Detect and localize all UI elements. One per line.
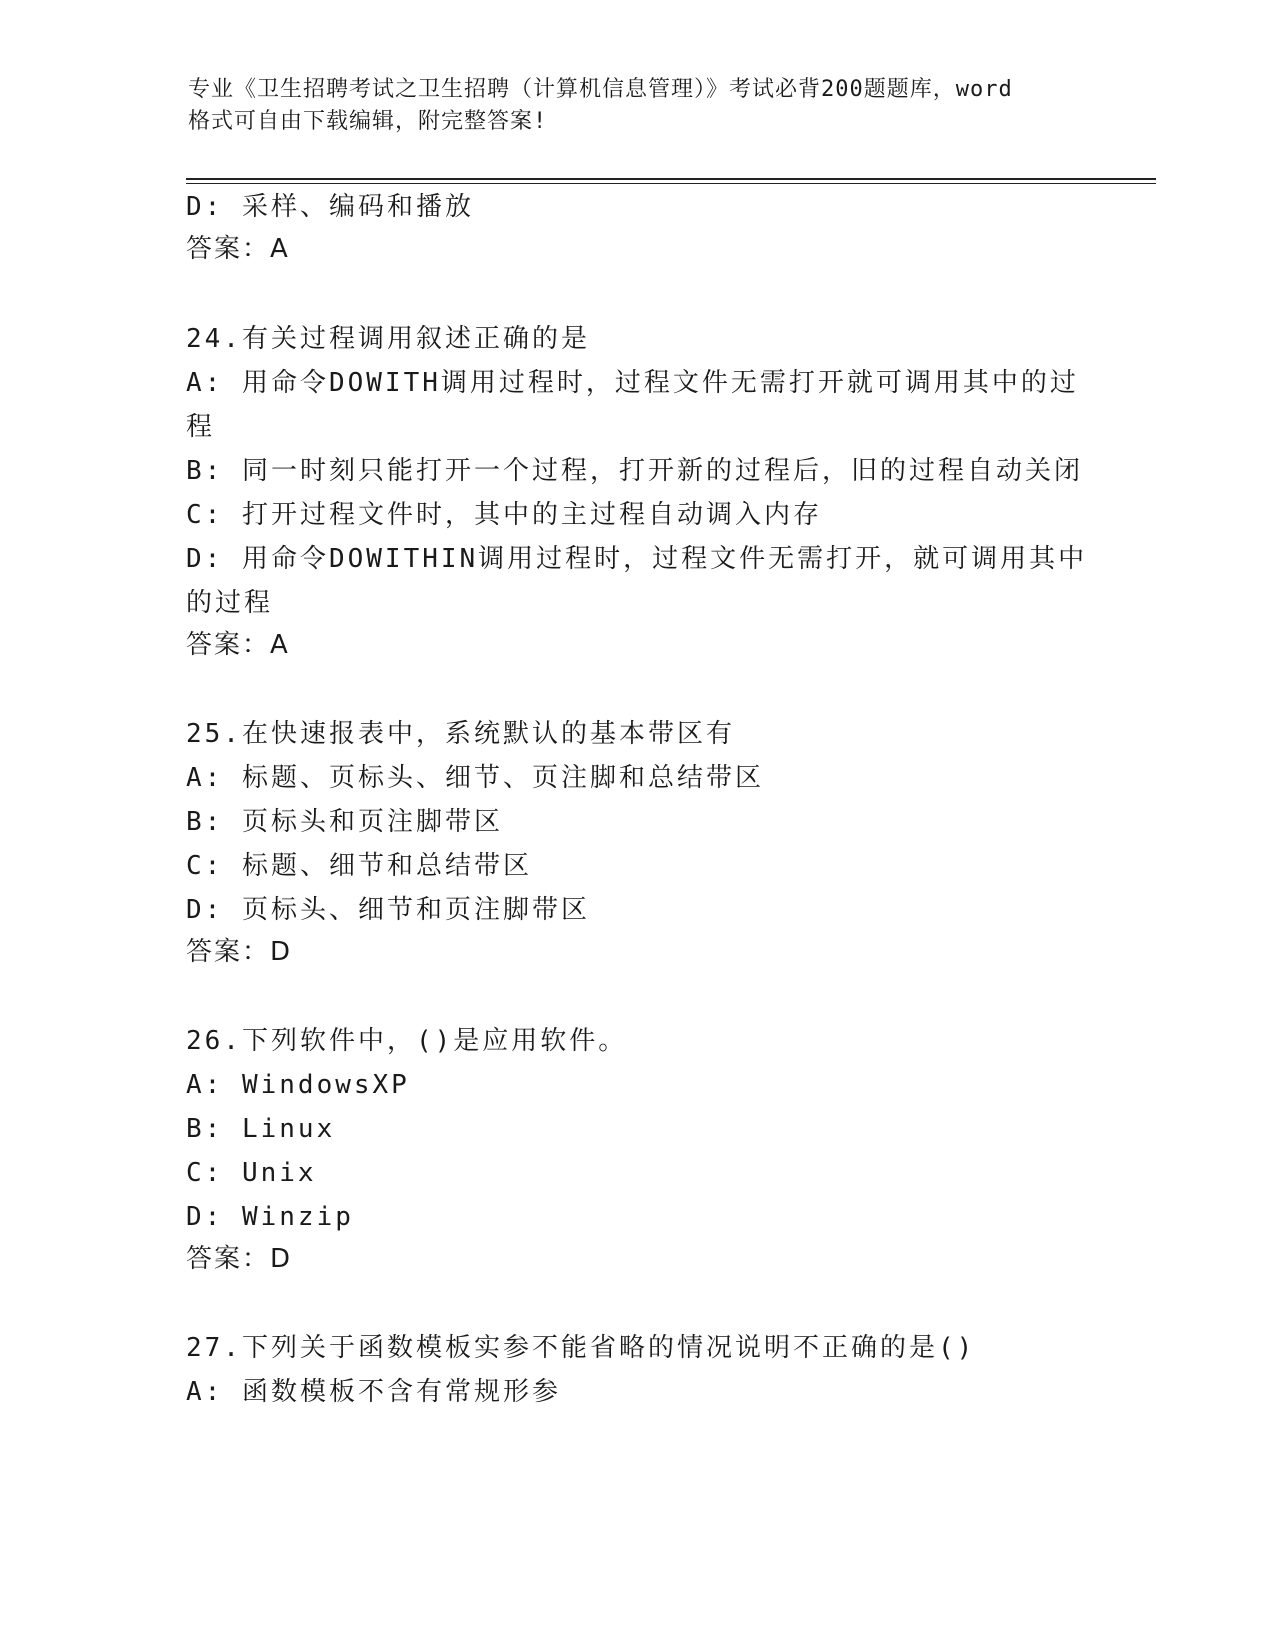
header-divider-thick <box>186 178 1156 180</box>
q24-answer: 答案：A <box>186 630 290 660</box>
q26-option-d: D: Winzip <box>186 1202 354 1232</box>
header-divider-thin <box>186 183 1156 184</box>
q25-option-c: C: 标题、细节和总结带区 <box>186 851 532 881</box>
q24-option-b: B: 同一时刻只能打开一个过程，打开新的过程后，旧的过程自动关闭 <box>186 456 1083 486</box>
q24-option-c: C: 打开过程文件时，其中的主过程自动调入内存 <box>186 500 822 530</box>
q27-stem: 27.下列关于函数模板实参不能省略的情况说明不正确的是() <box>186 1333 976 1363</box>
q24-option-d-line2: 的过程 <box>186 588 274 618</box>
q25-option-a: A: 标题、页标头、细节、页注脚和总结带区 <box>186 763 764 793</box>
q25-option-b: B: 页标头和页注脚带区 <box>186 807 503 837</box>
q24-stem: 24.有关过程调用叙述正确的是 <box>186 324 590 354</box>
q23-option-d: D: 采样、编码和播放 <box>186 192 474 222</box>
q23-answer: 答案：A <box>186 234 290 264</box>
q26-stem: 26.下列软件中，()是应用软件。 <box>186 1026 628 1056</box>
q26-option-a: A: WindowsXP <box>186 1070 410 1100</box>
q25-option-d: D: 页标头、细节和页注脚带区 <box>186 895 590 925</box>
q25-stem: 25.在快速报表中，系统默认的基本带区有 <box>186 719 735 749</box>
q25-answer: 答案：D <box>186 937 293 967</box>
q27-option-a: A: 函数模板不含有常规形参 <box>186 1377 561 1407</box>
q26-option-c: C: Unix <box>186 1158 317 1188</box>
header-line-2: 格式可自由下载编辑，附完整答案! <box>188 109 548 134</box>
document-header <box>188 74 1088 138</box>
header-line-1: 专业《卫生招聘考试之卫生招聘（计算机信息管理）》考试必背200题题库，word <box>188 77 1013 102</box>
q26-option-b: B: Linux <box>186 1114 336 1144</box>
q24-option-a-line2: 程 <box>186 412 216 442</box>
q26-answer: 答案：D <box>186 1244 293 1274</box>
q24-option-a-line1: A: 用命令DOWITH调用过程时，过程文件无需打开就可调用其中的过 <box>186 368 1079 398</box>
q24-option-d-line1: D: 用命令DOWITHIN调用过程时，过程文件无需打开，就可调用其中 <box>186 544 1088 574</box>
